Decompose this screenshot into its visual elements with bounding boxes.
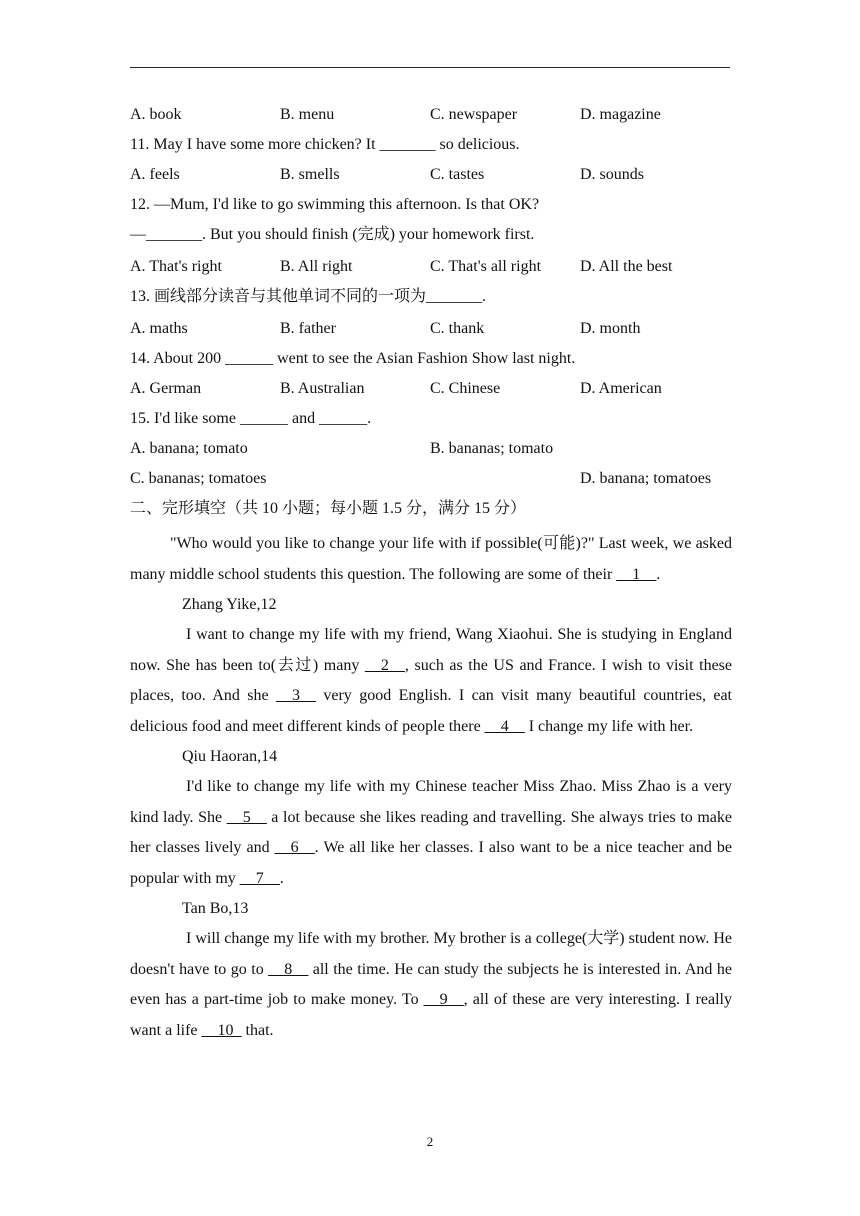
option-a: A. German (130, 380, 202, 397)
option-b: B. father (280, 320, 336, 337)
header-rule (130, 67, 730, 68)
blank-4: __4__ (484, 717, 525, 735)
passage-text: very good English. I can visit many beautiful countries, eat delicious food and meet different kinds of people there (130, 687, 733, 735)
option-a: A. book (130, 106, 182, 123)
student-name: Zhang Yike,12 (182, 596, 277, 613)
option-d: D. sounds (580, 166, 645, 183)
blank-2: __2__ (364, 656, 405, 674)
q13-options (130, 317, 732, 347)
passage-text: . (279, 869, 284, 887)
blank-1: __1__ (616, 565, 657, 583)
passage-paragraph-3 (130, 924, 732, 1046)
section-title-cloze: 二、完形填空（共 10 小题；每小题 1.5 分，满分 15 分） (130, 500, 527, 517)
option-b: B. smells (280, 166, 340, 183)
option-d: D. month (580, 320, 641, 337)
passage-text: I change my life with her. (524, 717, 694, 735)
option-d: D. magazine (580, 106, 661, 123)
q11-stem: 11. May I have some more chicken? It _______ so delicious. (130, 136, 520, 153)
passage-text: , such as the US and France. I wish to visit these places, too. And she (130, 656, 732, 704)
q12-options (130, 255, 732, 285)
blank-9: __9__ (423, 991, 464, 1008)
passage-text: I'd like to change my life with my Chinese teacher Miss Zhao. Miss Zhao is a very kind lady. She (130, 778, 732, 826)
option-c: C. thank (430, 320, 485, 337)
passage-text: I will change my life with my brother. My brother is a college(大学) student now. He doesn't have to go to (130, 930, 732, 978)
passage-text: , all of these are very interesting. I really want a life (130, 991, 732, 1039)
option-a: A. banana; tomato (130, 440, 248, 457)
page-number: 2 (426, 1134, 434, 1149)
blank-3: __3__ (275, 687, 316, 704)
student-name: Qiu Haoran,14 (182, 748, 278, 765)
option-a: A. That's right (130, 258, 222, 275)
option-b: B. menu (280, 106, 335, 123)
option-c: C. bananas; tomatoes (130, 470, 267, 487)
q14-stem: 14. About 200 ______ went to see the Asian Fashion Show last night. (130, 350, 576, 367)
passage-text: all the time. He can study the subjects he is interested in. And he even has a part-time job to make money. To (130, 960, 733, 1008)
passage-text: I want to change my life with my friend, Wang Xiaohui. She is studying in England now. She has been to(去过) many (130, 626, 732, 674)
q15-stem: 15. I'd like some ______ and ______. (130, 410, 372, 427)
passage-paragraph-2 (130, 772, 732, 894)
option-d: D. banana; tomatoes (580, 470, 712, 487)
option-c: C. That's all right (430, 258, 542, 275)
q13-stem: 13. 画线部分读音与其他单词不同的一项为_______. (130, 288, 487, 305)
option-b: B. bananas; tomato (430, 440, 554, 457)
blank-6: __6__ (274, 839, 315, 856)
option-a: A. feels (130, 166, 180, 183)
passage-text: a lot because she likes reading and travelling. She always tries to make her classes lively and (130, 808, 732, 856)
q10-options (130, 103, 732, 133)
option-c: C. newspaper (430, 106, 518, 123)
q15-options-row1 (130, 437, 732, 467)
option-c: C. tastes (430, 166, 485, 183)
blank-8: __8__ (268, 960, 309, 978)
blank-5: __5__ (226, 808, 267, 826)
option-b: B. All right (280, 258, 353, 275)
exam-page-content (130, 103, 732, 1046)
q15-options-row2 (130, 467, 732, 497)
q12-stem: 12. —Mum, I'd like to go swimming this afternoon. Is that OK? (130, 196, 540, 213)
passage-text: "Who would you like to change your life with if possible(可能)?" Last week, we asked many middle school students this question. The following are some of their (130, 535, 732, 583)
passage-text: . We all like her classes. I also want to be a nice teacher and be popular with my (130, 839, 733, 887)
student-name: Tan Bo,13 (182, 900, 249, 917)
passage-paragraph-1 (130, 620, 732, 742)
blank-10: __10_ (201, 1021, 242, 1039)
passage-intro (130, 529, 732, 590)
q14-options (130, 377, 732, 407)
option-d: D. American (580, 380, 662, 397)
option-d: D. All the best (580, 258, 673, 275)
passage-text: . (656, 565, 661, 583)
q11-options (130, 163, 732, 193)
q12-reply: —_______. But you should finish (完成) your homework first. (130, 226, 535, 243)
passage-text: that. (241, 1021, 274, 1039)
option-b: B. Australian (280, 380, 365, 397)
blank-7: __7__ (239, 869, 280, 887)
option-c: C. Chinese (430, 380, 501, 397)
option-a: A. maths (130, 320, 188, 337)
